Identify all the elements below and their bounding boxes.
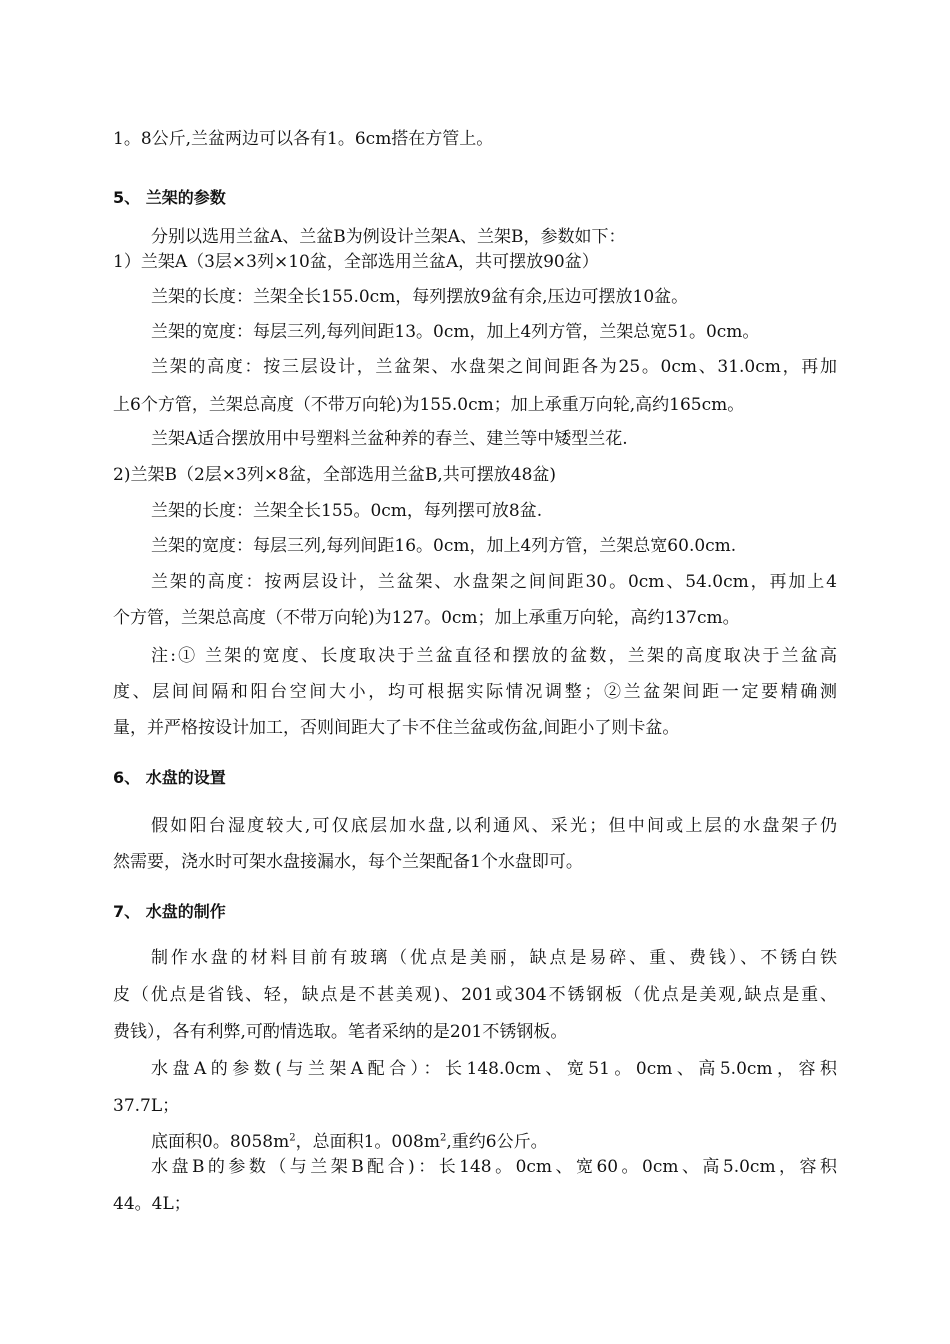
section-heading-5: 5、 兰架的参数 [113, 188, 226, 207]
paragraph-line [151, 1130, 548, 1154]
paragraph-line: 制作水盘的材料目前有玻璃（优点是美丽，缺点是易碎、重、费钱）、不锈白铁 [151, 948, 837, 968]
paragraph-line: 兰架的高度：按三层设计，兰盆架、水盘架之间间距各为25。0cm、31.0cm，再加 [151, 357, 837, 377]
paragraph-line: 兰架的长度：兰架全长155。0cm，每列摆可放8盆. [151, 501, 543, 521]
paragraph-line: 兰架的长度：兰架全长155.0cm，每列摆放9盆有余,压边可摆放10盆。 [151, 287, 689, 307]
superscript: 2 [289, 1132, 296, 1144]
paragraph-line: 然需要，浇水时可架水盘接漏水，每个兰架配备1个水盘即可。 [113, 852, 583, 872]
paragraph-line: 假如阳台湿度较大,可仅底层加水盘,以利通风、采光；但中间或上层的水盘架子仍 [151, 816, 837, 836]
paragraph-line: 分别以选用兰盆A、兰盆B为例设计兰架A、兰架B，参数如下： [151, 227, 626, 247]
section-heading-7: 7、 水盘的制作 [113, 902, 226, 921]
paragraph-line: 兰架的宽度：每层三列,每列间距13。0cm，加上4列方管，兰架总宽51。0cm。 [151, 322, 760, 342]
note-line: 量，并严格按设计加工，否则间距大了卡不住兰盆或伤盆,间距小了则卡盆。 [113, 718, 680, 738]
paragraph-line: 1。8公斤,兰盆两边可以各有1。6cm搭在方管上。 [113, 129, 494, 149]
paragraph-line: 费钱），各有利弊,可酌情选取。笔者采纳的是201不锈钢板。 [113, 1022, 568, 1042]
paragraph-line: 兰架A适合摆放用中号塑料兰盆种养的春兰、建兰等中矮型兰花. [151, 429, 628, 449]
subheading-rack-b: 2)兰架B（2层×3列×8盆，全部选用兰盆B,共可摆放48盆) [113, 465, 557, 485]
subheading-rack-a: 1）兰架A（3层×3列×10盆，全部选用兰盆A，共可摆放90盆） [113, 252, 599, 272]
paragraph-line: 兰架的高度：按两层设计，兰盆架、水盘架之间间距30。0cm、54.0cm，再加上4 [151, 572, 837, 592]
paragraph-line: 水盘B的参数（与兰架B配合)：长148。0cm、宽60。0cm、高5.0cm，容积 [151, 1157, 837, 1177]
text-fragment: 底面积0。8058m [151, 1132, 290, 1152]
text-fragment: ，总面积1。008m [295, 1132, 440, 1152]
note-line: 度、层间间隔和阳台空间大小，均可根据实际情况调整；②兰盆架间距一定要精确测 [113, 682, 837, 702]
note-line: 注:① 兰架的宽度、长度取决于兰盆直径和摆放的盆数，兰架的高度取决于兰盆高 [151, 646, 837, 666]
paragraph-line: 皮（优点是省钱、轻，缺点是不甚美观)、201或304不锈钢板（优点是美观,缺点是重、 [113, 985, 837, 1005]
paragraph-line: 37.7L； [113, 1096, 180, 1116]
section-heading-6: 6、 水盘的设置 [113, 768, 226, 787]
paragraph-line: 个方管，兰架总高度（不带万向轮)为127。0cm；加上承重万向轮，高约137cm。 [113, 608, 740, 628]
paragraph-line: 水盘A的参数(与兰架A配合）：长148.0cm、宽51。0cm、高5.0cm，容积 [151, 1059, 837, 1079]
superscript: 2 [439, 1132, 447, 1144]
paragraph-line: 上6个方管，兰架总高度（不带万向轮)为155.0cm；加上承重万向轮,高约165cm。 [113, 395, 745, 415]
text-fragment: ,重约6公斤。 [446, 1132, 548, 1152]
paragraph-line: 兰架的宽度：每层三列,每列间距16。0cm，加上4列方管，兰架总宽60.0cm. [151, 536, 737, 556]
paragraph-line: 44。4L； [113, 1194, 191, 1214]
